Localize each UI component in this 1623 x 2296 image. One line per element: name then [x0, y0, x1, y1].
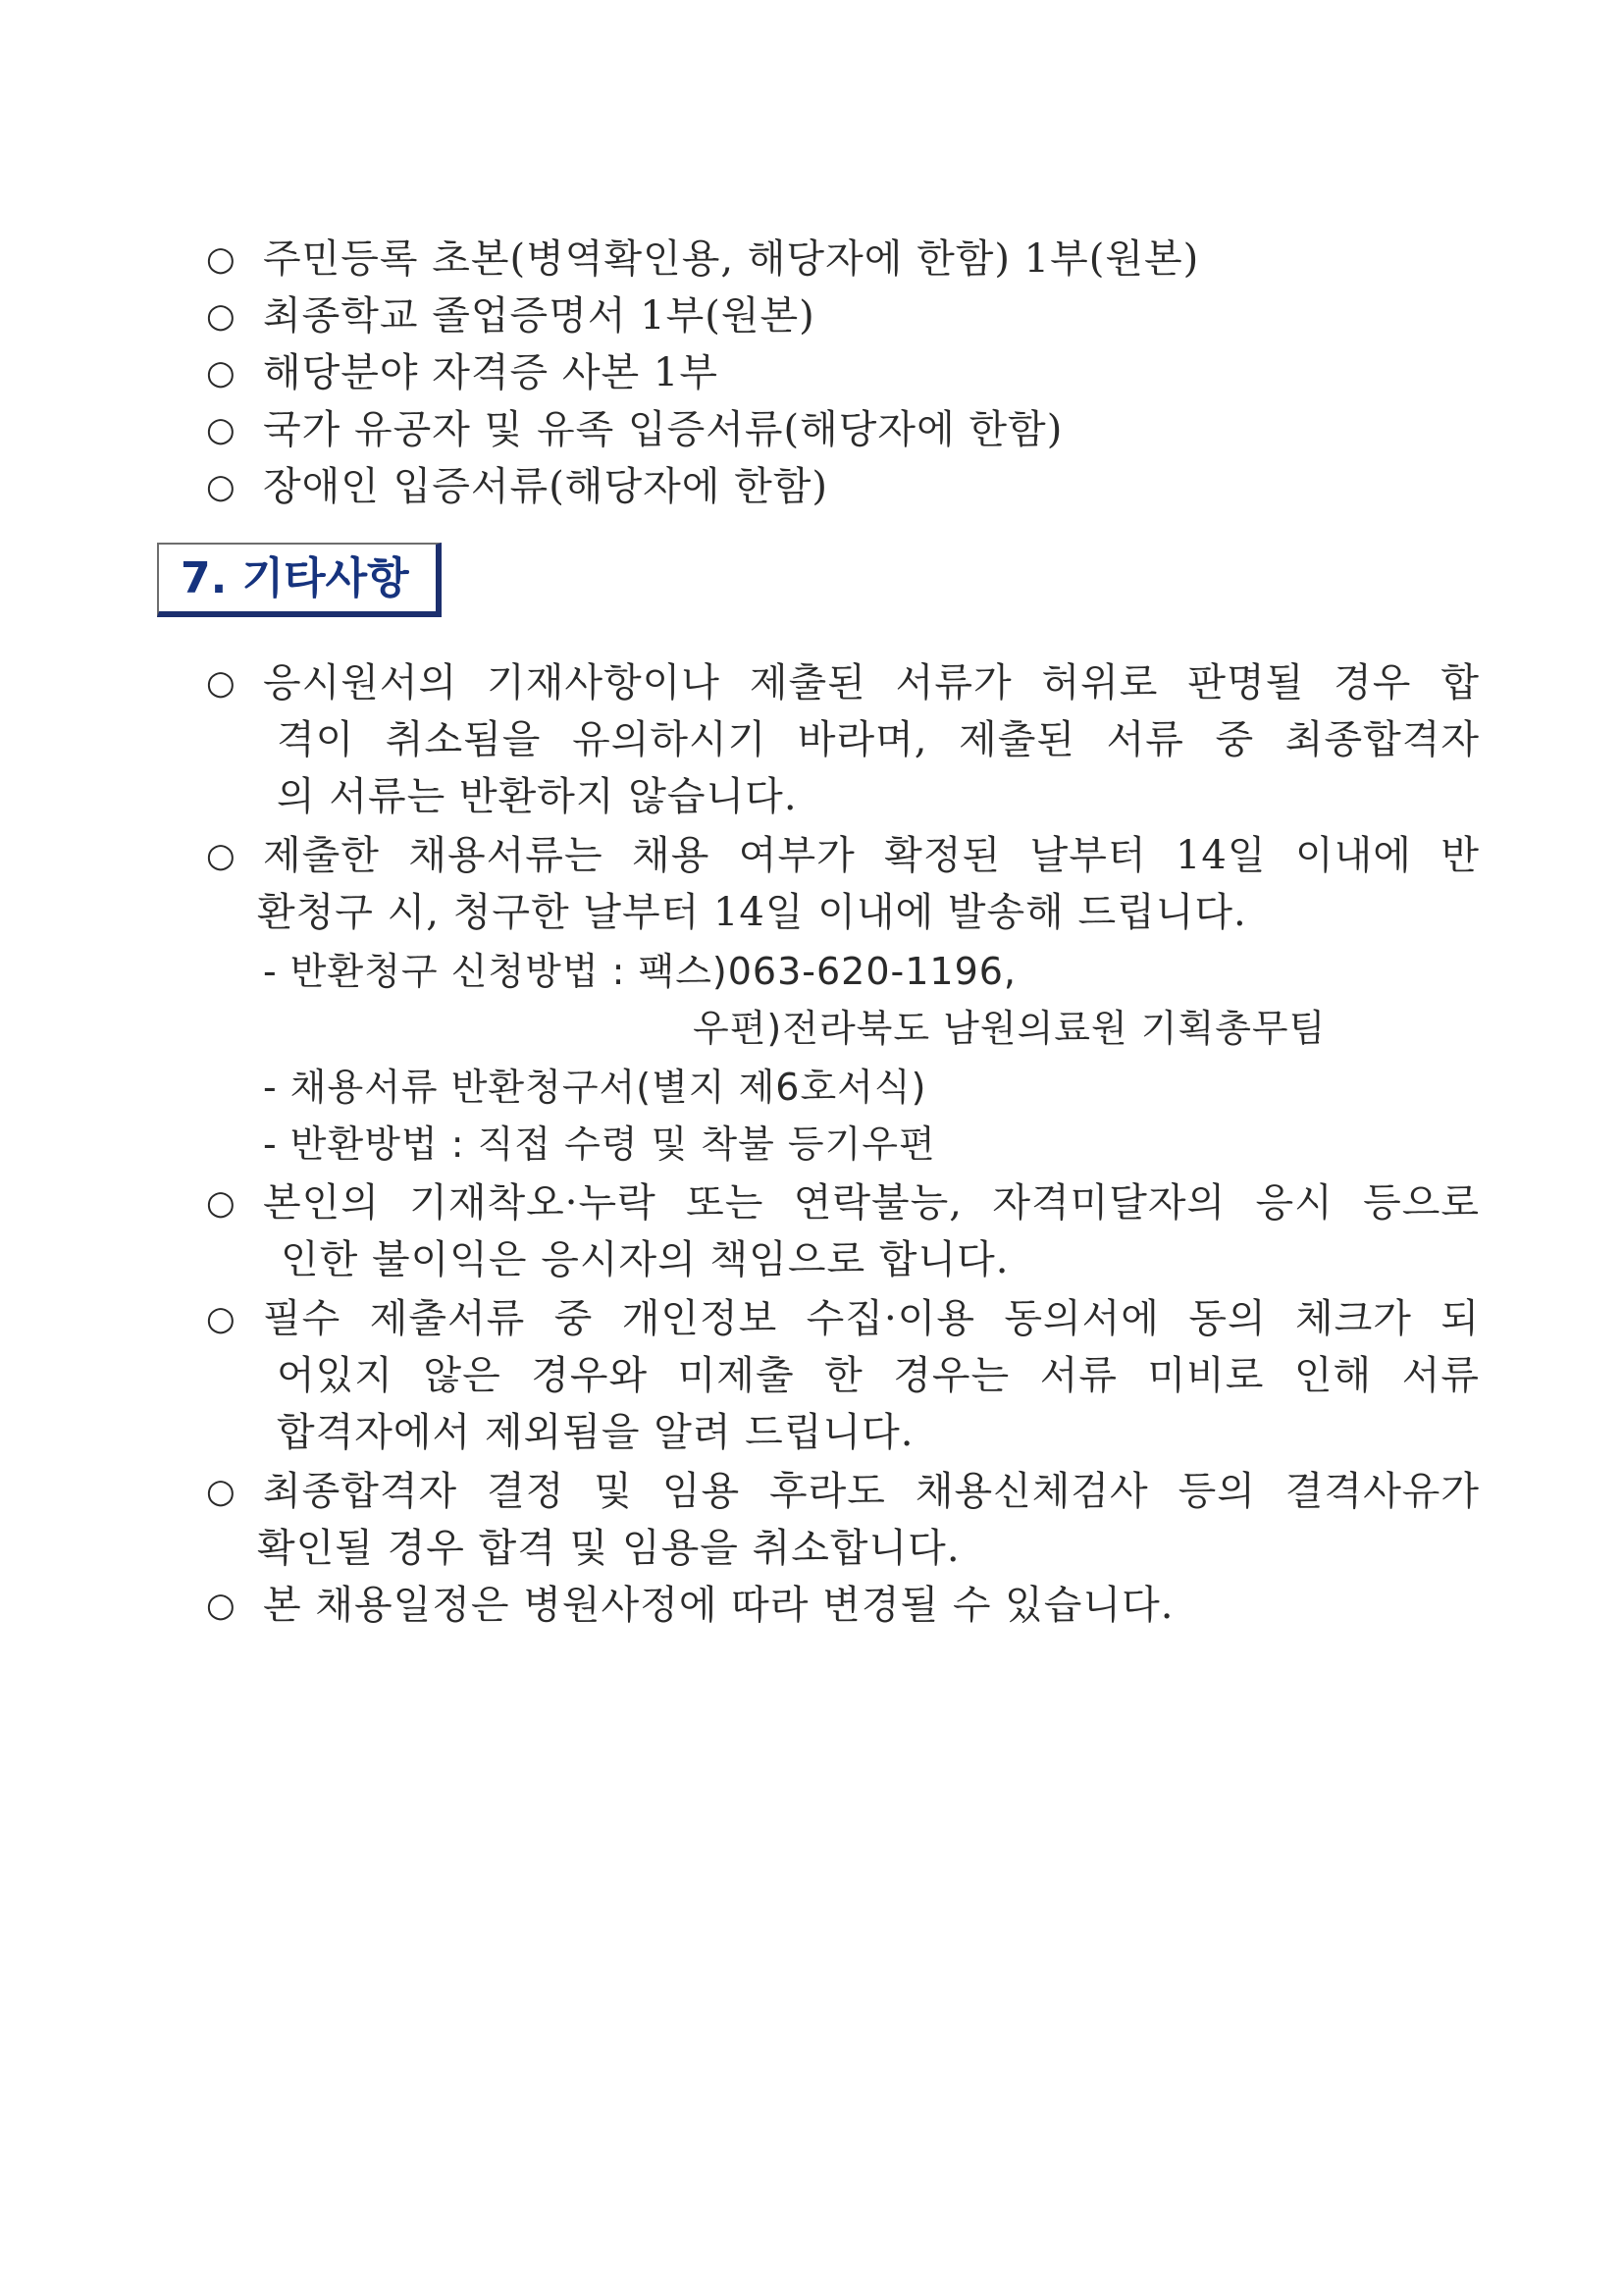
item-text-line: 환청구 시, 청구한 날부터 14일 이내에 발송해 드립니다.	[257, 890, 1247, 935]
item-text-line: 응시원서의 기재사항이나 제출된 서류가 허위로 판명될 경우 합	[263, 660, 1480, 705]
sub-item: 우편)전라북도 남원의료원 기획총무팀	[693, 1007, 1327, 1050]
list-bullet: ○	[206, 296, 236, 336]
section-title: 7. 기타사항	[181, 553, 409, 603]
sub-item: - 반환방법 : 직접 수령 및 착불 등기우편	[263, 1122, 936, 1166]
item-text-line: 의 서류는 반환하지 않습니다.	[277, 774, 798, 819]
list-bullet: ○	[206, 1183, 236, 1223]
list-bullet: ○	[206, 1586, 236, 1625]
list-bullet: ○	[206, 836, 236, 875]
list-item: 최종학교 졸업증명서 1부(원본)	[263, 293, 815, 339]
item-text-line: 인한 불이익은 응시자의 책임으로 합니다.	[281, 1237, 1010, 1282]
item-text-line: 본 채용일정은 병원사정에 따라 변경될 수 있습니다.	[263, 1583, 1175, 1628]
list-bullet: ○	[206, 1472, 236, 1511]
sub-item: - 채용서류 반환청구서(별지 제6호서식)	[263, 1066, 927, 1109]
item-text-line: 격이 취소됨을 유의하시기 바라며, 제출된 서류 중 최종합격자	[277, 717, 1480, 762]
list-bullet: ○	[206, 467, 236, 506]
section-header-box	[157, 543, 442, 617]
item-text-line: 필수 제출서류 중 개인정보 수집·이용 동의서에 동의 체크가 되	[263, 1296, 1480, 1341]
item-text-line: 제출한 채용서류는 채용 여부가 확정된 날부터 14일 이내에 반	[263, 833, 1480, 878]
item-text-line: 확인될 경우 합격 및 임용을 취소합니다.	[257, 1526, 961, 1571]
list-bullet: ○	[206, 410, 236, 449]
list-bullet: ○	[206, 663, 236, 703]
list-item: 해당분야 자격증 사본 1부	[263, 350, 718, 395]
list-item: 주민등록 초본(병역확인용, 해당자에 한함) 1부(원본)	[263, 236, 1200, 282]
list-bullet: ○	[206, 1299, 236, 1338]
list-item: 장애인 입증서류(해당자에 한함)	[263, 464, 828, 509]
list-bullet: ○	[206, 239, 236, 279]
list-item: 국가 유공자 및 유족 입증서류(해당자에 한함)	[263, 407, 1064, 452]
item-text-line: 어있지 않은 경우와 미제출 한 경우는 서류 미비로 인해 서류	[277, 1353, 1480, 1398]
item-text-line: 합격자에서 제외됨을 알려 드립니다.	[277, 1410, 915, 1455]
list-bullet: ○	[206, 353, 236, 392]
sub-item: - 반환청구 신청방법 : 팩스)063-620-1196,	[263, 950, 1018, 993]
item-text-line: 최종합격자 결정 및 임용 후라도 채용신체검사 등의 결격사유가	[263, 1469, 1480, 1514]
item-text-line: 본인의 기재착오·누락 또는 연락불능, 자격미달자의 응시 등으로	[263, 1180, 1480, 1226]
